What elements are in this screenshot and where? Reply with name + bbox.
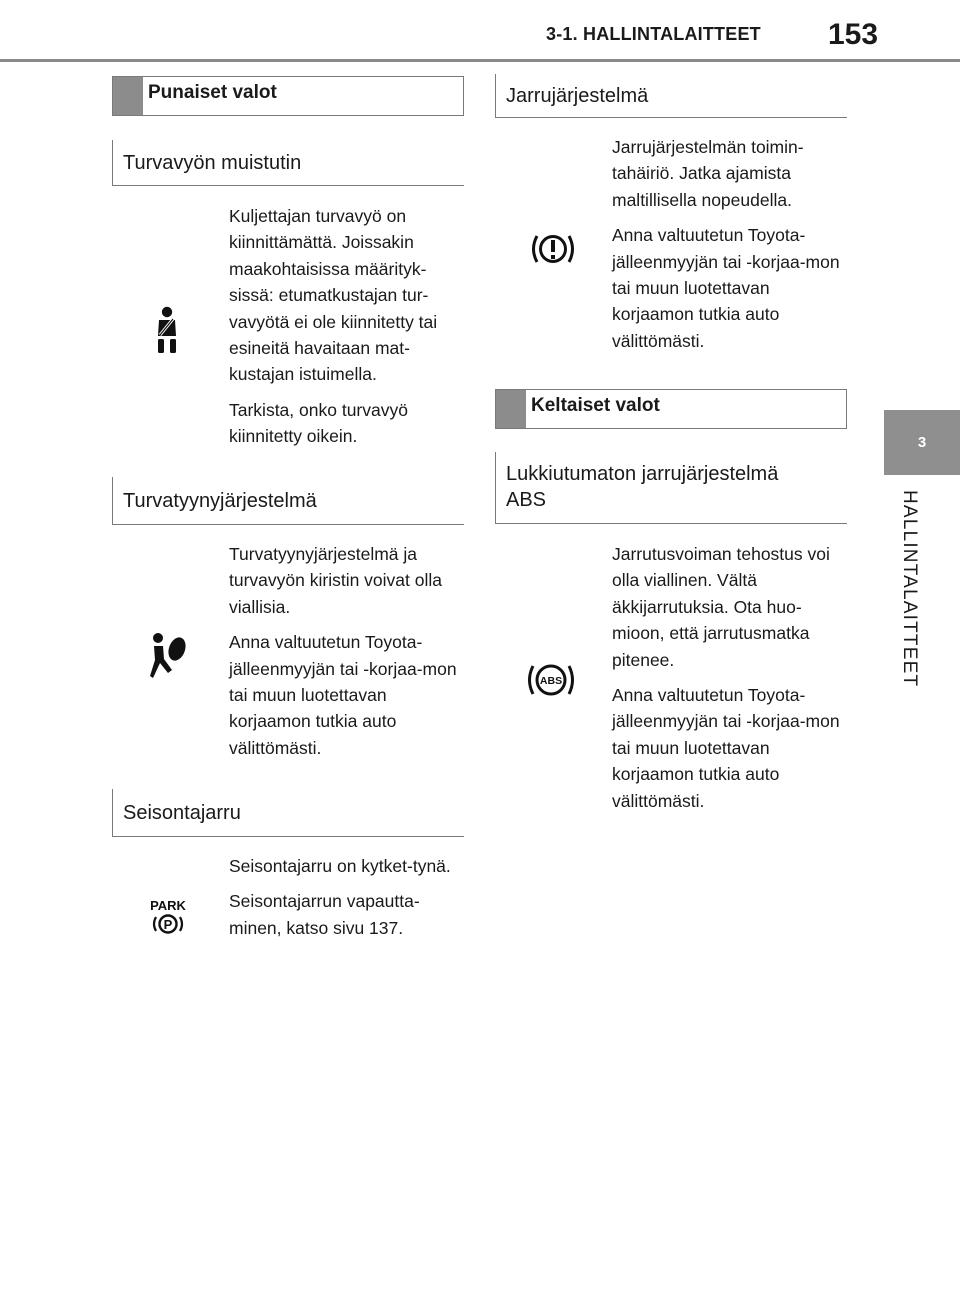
section-heading-abs: [495, 452, 847, 524]
park-brake-icon: [149, 896, 187, 943]
description-seatbelt: [229, 203, 469, 459]
description-paragraph: Tarkista, onko turvavyö kiinnitetty oikein.: [229, 399, 408, 447]
description-paragraph: Anna valtuutetun Toyota-jälleenmyyjän tai -korjaa-mon tai muun luotettavan korjaamon tutkia auto välittömästi.: [612, 685, 840, 811]
category-title: Punaiset valot: [148, 82, 277, 103]
description-paragraph: Turvatyynyjärjestelmä ja turvavyön kiristin voivat olla viallisia.: [229, 544, 442, 617]
description-paragraph: Jarrutusvoiman tehostus voi olla viallinen. Vältä äkkijarrutuksia. Ota huo-mioon, että jarrutusmatka pitenee.: [612, 544, 830, 670]
svg-text:P: P: [163, 917, 173, 932]
description-airbag: [229, 541, 469, 770]
description-paragraph: Anna valtuutetun Toyota-jälleenmyyjän tai -korjaa-mon tai muun luotettavan korjaamon tutkia auto välittömästi.: [612, 225, 840, 351]
section-title: Jarrujärjestelmä: [506, 84, 649, 107]
description-paragraph: Jarrujärjestelmän toimin-tahäiriö. Jatka ajamista maltillisella nopeudella.: [612, 137, 804, 210]
section-title: Lukkiutumaton jarrujärjestelmä: [506, 463, 779, 485]
seatbelt-icon: [152, 306, 182, 359]
abs-icon: [526, 660, 576, 705]
category-bar: [496, 390, 526, 428]
section-heading-seatbelt: [112, 140, 464, 186]
description-paragraph: Seisontajarrun vapautta-minen, katso sivu 137.: [229, 891, 420, 938]
section-title-line2: ABS: [506, 489, 547, 511]
description-brake-system: [612, 134, 852, 363]
header-divider: [0, 59, 960, 62]
category-red-lights: [112, 76, 464, 116]
chapter-tab[interactable]: 3: [884, 410, 960, 475]
section-heading-airbag: [112, 477, 464, 525]
description-paragraph: Seisontajarru on kytket-tynä.: [229, 856, 451, 876]
svg-text:ABS: ABS: [539, 675, 563, 687]
section-heading-brake-system: [495, 74, 847, 118]
svg-text:PARK: PARK: [150, 898, 186, 913]
section-heading-parking-brake: [112, 789, 464, 837]
brake-warning-icon: [529, 229, 577, 274]
section-title: Turvatyynyjärjestelmä: [123, 489, 317, 512]
description-parking-brake: [229, 853, 469, 950]
description-paragraph: Kuljettajan turvavyö on kiinnittämättä. Joissakin maakohtaisissa määrityk-sissä: etumatkustajan tur-vavyötä ei ole kiinnitetty tai esineitä havaitaan mat-kustajan istuimella.: [229, 206, 438, 385]
airbag-icon: [150, 632, 188, 685]
category-title: Keltaiset valot: [531, 395, 660, 416]
chapter-title: 3-1. HALLINTALAITTEET: [546, 24, 761, 44]
description-paragraph: Anna valtuutetun Toyota-jälleenmyyjän tai -korjaa-mon tai muun luotettavan korjaamon tutkia auto välittömästi.: [229, 632, 457, 758]
description-abs: [612, 541, 852, 823]
section-title: Turvavyön muistutin: [123, 151, 302, 174]
category-yellow-lights: [495, 389, 847, 429]
chapter-side-label: HALLINTALAITTEET: [899, 490, 920, 688]
section-title: Seisontajarru: [123, 801, 241, 824]
category-bar: [113, 77, 143, 115]
page-number: 153: [828, 18, 879, 51]
